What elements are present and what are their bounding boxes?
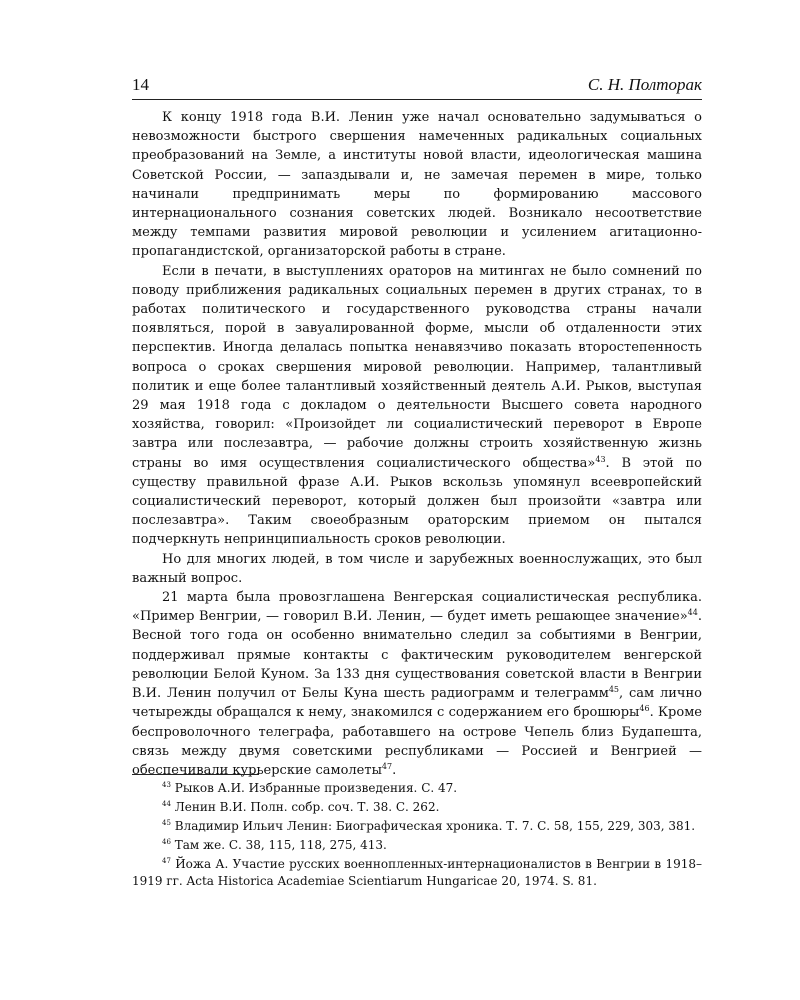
footnote: $^{45}$ Владимир Ильич Ленин: Биографическая хроника. Т. 7. С. 58, 155, 229, 303, 381. bbox=[162, 819, 696, 833]
header-rule bbox=[132, 99, 702, 100]
page-header bbox=[132, 75, 702, 97]
running-head: С. Н. Полторак bbox=[587, 75, 702, 94]
footnote-ref-45: 45 bbox=[608, 685, 620, 695]
footnotes bbox=[132, 780, 702, 892]
footnote: $^{47}$ Йожа А. Участие русских военнопленных-интернационалистов в Венгрии в 1918–1919 гг. Acta Historica Academiae Scientiarum Hungaricae 20, 1974. S. 81. bbox=[132, 857, 702, 888]
body-text bbox=[132, 108, 702, 780]
footnote-rule bbox=[132, 774, 259, 775]
footnote-ref-43: 43 bbox=[595, 454, 606, 464]
paragraph-1: К концу 1918 года В.И. Ленин уже начал основательно задумываться о невозможности быстрого свершения намеченных радикальных социальных преобразований на Земле, а институты новой власти, идеологическая машина Советской России, — запаздывали и, не замечая перемен в мире, только начинали предпринимать меры по формированию массового интернационального сознания советских людей. Возникало несоответствие между темпами развития мировой революции и усилением агитационно-пропагандистской, организаторской работы в стране. bbox=[132, 110, 702, 260]
footnote: $^{43}$ Рыков А.И. Избранные произведения. С. 47. bbox=[162, 781, 458, 795]
footnote: $^{44}$ Ленин В.И. Полн. собр. соч. Т. 38. С. 262. bbox=[162, 800, 440, 814]
footnote-ref-47: 47 bbox=[381, 761, 393, 771]
footnote-ref-44: 44 bbox=[687, 608, 698, 618]
paragraph-4: 21 марта была провозглашена Венгерская социалистическая республика. «Пример Венгрии, — говорил В.И. Ленин, — будет иметь решающее значение»$^{44}$. Весной того года он особенно внимательно следил за событиями в Венгрии, поддерживал прямые контакты с фактическим руководителем венгерской революции Белой Куном. За 133 дня существования советской власти в Венгрии В.И. Ленин получил от Белы Куна шесть радиограмм и телеграмм$^{45}$, сам лично четырежды обращался к нему, знакомился с содержанием его брошюры$^{46}$. Кроме беспроволочного телеграфа, работавшего на острове Чепель близ Будапешта, связь между двумя советскими республиками — Россией и Венгрией — обеспечивали курьерские самолеты$^{47}$. bbox=[132, 590, 703, 778]
footnote: $^{46}$ Там же. С. 38, 115, 118, 275, 413. bbox=[162, 838, 387, 852]
footnote-ref-46: 46 bbox=[639, 704, 650, 714]
page-number: 14 bbox=[132, 75, 149, 94]
paragraph-3: Но для многих людей, в том числе и зарубежных военнослужащих, это был важный вопрос. bbox=[132, 551, 702, 586]
paragraph-2: Если в печати, в выступлениях ораторов на митингах не было сомнений по поводу приближения радикальных социальных перемен в других странах, то в работах политического и государственного руководства страны начали появляться, порой в завуалированной форме, мысли об отдаленности этих перспектив. Иногда делалась попытка ненавязчиво показать второстепенность вопроса о сроках свершения мировой революции. Например, талантливый политик и еще более талантливый хозяйственный деятель А.И. Рыков, выступая 29 мая 1918 года с докладом о деятельности Высшего совета народного хозяйства, говорил: «Произойдет ли социалистический переворот в Европе завтра или послезавтра, — рабочие должны строить хозяйственную жизнь страны во имя осуществления социалистического общества»$^{43}$. В этой по существу правильной фразе А.И. Рыков вскользь упомянул всеевропейский социалистический переворот, который должен был произойти «завтра или послезавтра». Таким своеобразным ораторским приемом он пытался подчеркнуть непринципиальность сроков революции. bbox=[132, 263, 702, 548]
